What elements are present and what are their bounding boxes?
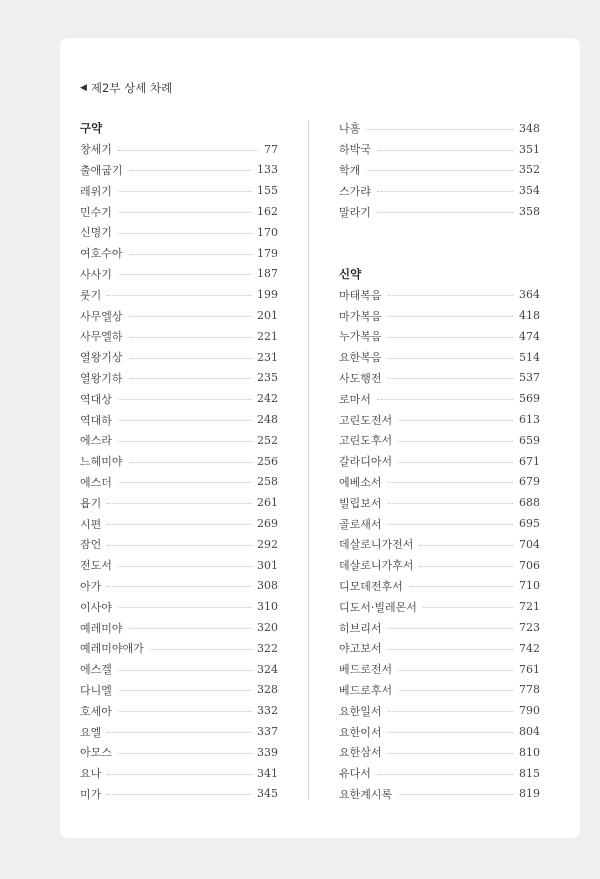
toc-entry-page: 742 [519, 641, 540, 655]
toc-entry-page: 790 [519, 704, 540, 718]
toc-entry-title: 누가복음 [339, 330, 382, 344]
toc-entry-page: 201 [257, 309, 278, 323]
toc-entry[interactable] [80, 472, 278, 493]
toc-entry-page: 659 [519, 433, 540, 447]
right-column [339, 118, 540, 804]
dot-leader [398, 462, 513, 463]
toc-entry[interactable] [339, 368, 540, 389]
dot-leader [129, 358, 251, 359]
toc-entry-page: 695 [519, 517, 540, 531]
toc-entry[interactable] [339, 784, 540, 805]
toc-entry[interactable] [339, 451, 540, 472]
old-testament-column [80, 118, 278, 804]
toc-entry-page: 339 [257, 745, 278, 759]
toc-entry-title: 말라기 [339, 205, 371, 219]
toc-entry[interactable] [339, 555, 540, 576]
toc-entry[interactable] [80, 284, 278, 305]
toc-entry-page: 613 [519, 413, 540, 427]
toc-entry[interactable] [339, 326, 540, 347]
toc-entry-title: 레위기 [80, 184, 112, 198]
triangle-left-icon: ◀ [80, 83, 87, 93]
toc-header-title: 제2부 상세 차례 [90, 81, 173, 95]
toc-entry[interactable] [80, 160, 278, 181]
dot-leader [398, 420, 513, 421]
old-testament-continued-list [339, 118, 540, 222]
dot-leader [118, 482, 251, 483]
toc-entry-title: 역대상 [80, 392, 112, 406]
toc-entry-title: 디모데전후서 [339, 579, 403, 593]
toc-entry-page: 721 [519, 600, 540, 614]
toc-entry-title: 스가랴 [339, 184, 371, 198]
toc-entry[interactable] [339, 763, 540, 784]
dot-leader [409, 586, 513, 587]
toc-entry[interactable] [80, 409, 278, 430]
toc-entry[interactable] [339, 388, 540, 409]
toc-entry-page: 258 [257, 475, 278, 489]
toc-entry-title: 갈라디아서 [339, 455, 393, 469]
new-testament-list [339, 284, 540, 804]
toc-entry-title: 룻기 [80, 288, 102, 302]
toc-entry-title: 데살로니가전서 [339, 538, 414, 552]
toc-header [80, 80, 172, 96]
toc-entry[interactable] [80, 305, 278, 326]
toc-entry[interactable] [80, 139, 278, 160]
dot-leader [107, 503, 251, 504]
toc-entry[interactable] [80, 451, 278, 472]
column-divider [308, 120, 309, 800]
dot-leader [118, 753, 251, 754]
toc-entry-title: 요나 [80, 767, 102, 781]
toc-entry[interactable] [80, 534, 278, 555]
dot-leader [118, 150, 258, 151]
dot-leader [388, 503, 513, 504]
dot-leader [398, 670, 513, 671]
toc-entry[interactable] [339, 638, 540, 659]
dot-leader [419, 545, 513, 546]
toc-entry-page: 199 [257, 288, 278, 302]
toc-entry-title: 나훔 [339, 122, 361, 136]
toc-entry-page: 324 [257, 662, 278, 676]
toc-entry-title: 히브리서 [339, 621, 382, 635]
toc-entry-title: 요엘 [80, 725, 102, 739]
toc-entry-page: 358 [519, 205, 540, 219]
toc-entry-title: 사무엘하 [80, 330, 123, 344]
toc-entry[interactable] [339, 659, 540, 680]
toc-entry-title: 요한일서 [339, 704, 382, 718]
dot-leader [388, 711, 513, 712]
toc-entry[interactable] [80, 201, 278, 222]
toc-entry[interactable] [80, 347, 278, 368]
dot-leader [366, 170, 513, 171]
toc-entry-title: 골로새서 [339, 517, 382, 531]
dot-leader [129, 337, 251, 338]
toc-entry[interactable] [80, 222, 278, 243]
toc-entry-title: 전도서 [80, 559, 112, 573]
toc-entry-page: 187 [257, 267, 278, 281]
toc-entry-page: 710 [519, 579, 540, 593]
toc-entry-page: 301 [257, 558, 278, 572]
toc-entry-title: 예레미야애가 [80, 642, 144, 656]
toc-entry-title: 요한이서 [339, 725, 382, 739]
dot-leader [388, 378, 513, 379]
dot-leader [377, 150, 513, 151]
dot-leader [107, 295, 251, 296]
toc-entry[interactable] [339, 160, 540, 181]
toc-entry-title: 고린도전서 [339, 413, 393, 427]
toc-entry-page: 231 [257, 350, 278, 364]
dot-leader [118, 566, 251, 567]
toc-entry-page: 364 [519, 288, 540, 302]
old-testament-title: 구약 [80, 121, 103, 135]
toc-entry[interactable] [80, 326, 278, 347]
toc-entry-page: 337 [257, 725, 278, 738]
toc-entry-page: 704 [519, 537, 540, 551]
toc-entry-title: 사무엘상 [80, 309, 123, 323]
toc-entry-page: 242 [257, 392, 278, 406]
dot-leader [388, 358, 513, 359]
toc-entry-page: 474 [519, 329, 540, 343]
dot-leader [377, 774, 513, 775]
dot-leader [107, 794, 251, 795]
toc-entry-title: 예레미야 [80, 621, 123, 635]
toc-entry-title: 요한계시록 [339, 787, 393, 801]
toc-entry-page: 351 [519, 142, 540, 156]
toc-entry[interactable] [80, 659, 278, 680]
dot-leader [129, 254, 251, 255]
toc-entry-page: 235 [257, 371, 278, 385]
dot-leader [423, 607, 513, 608]
toc-entry-title: 미가 [80, 787, 102, 801]
dot-leader [366, 129, 513, 130]
toc-entry[interactable] [80, 243, 278, 264]
toc-entry[interactable] [80, 368, 278, 389]
toc-entry-title: 열왕기상 [80, 351, 123, 365]
toc-entry[interactable] [339, 180, 540, 201]
dot-leader [107, 774, 251, 775]
toc-entry-page: 261 [257, 496, 278, 510]
dot-leader [388, 628, 513, 629]
dot-leader [388, 753, 513, 754]
toc-entry-title: 마가복음 [339, 309, 382, 323]
toc-entry[interactable] [339, 721, 540, 742]
toc-entry-title: 야고보서 [339, 642, 382, 656]
toc-entry-page: 170 [257, 225, 278, 239]
dot-leader [107, 586, 251, 587]
toc-entry-page: 778 [519, 683, 540, 697]
toc-entry[interactable] [80, 492, 278, 513]
toc-entry-title: 에베소서 [339, 475, 382, 489]
dot-leader [118, 274, 251, 275]
toc-entry-page: 322 [257, 641, 278, 655]
toc-entry-page: 761 [519, 662, 540, 676]
toc-entry[interactable] [339, 201, 540, 222]
toc-entry-title: 신명기 [80, 226, 112, 240]
toc-entry-title: 여호수아 [80, 247, 123, 261]
toc-entry-page: 418 [519, 309, 540, 323]
toc-entry[interactable] [80, 700, 278, 721]
toc-entry[interactable] [80, 742, 278, 763]
toc-entry-page: 310 [257, 600, 278, 614]
dot-leader [118, 607, 251, 608]
toc-entry-page: 810 [519, 745, 540, 759]
toc-entry-page: 723 [519, 621, 540, 635]
toc-entry-title: 역대하 [80, 413, 112, 427]
toc-entry-page: 248 [257, 413, 278, 427]
toc-entry[interactable] [339, 617, 540, 638]
toc-entry-title: 학개 [339, 163, 361, 177]
dot-leader [150, 649, 251, 650]
toc-entry-title: 잠언 [80, 538, 102, 552]
dot-leader [398, 794, 513, 795]
toc-entry[interactable] [80, 638, 278, 659]
dot-leader [118, 670, 251, 671]
dot-leader [118, 441, 251, 442]
toc-entry-title: 요한삼서 [339, 746, 382, 760]
toc-entry[interactable] [339, 118, 540, 139]
toc-entry-title: 베드로전서 [339, 663, 393, 677]
toc-entry-title: 출애굽기 [80, 163, 123, 177]
toc-entry[interactable] [80, 763, 278, 784]
dot-leader [107, 732, 251, 733]
dot-leader [388, 316, 513, 317]
toc-entry-page: 804 [519, 725, 540, 738]
toc-entry-page: 706 [519, 558, 540, 572]
dot-leader [388, 649, 513, 650]
dot-leader [398, 690, 513, 691]
dot-leader [118, 420, 251, 421]
toc-entry[interactable] [339, 680, 540, 701]
toc-entry[interactable] [339, 576, 540, 597]
toc-entry-title: 욥기 [80, 496, 102, 510]
toc-entry[interactable] [80, 430, 278, 451]
toc-entry-page: 256 [257, 454, 278, 468]
dot-leader [118, 399, 251, 400]
dot-leader [129, 170, 251, 171]
toc-entry-title: 사사기 [80, 267, 112, 281]
toc-entry-page: 514 [519, 350, 540, 364]
dot-leader [118, 711, 251, 712]
dot-leader [388, 482, 513, 483]
toc-entry-title: 민수기 [80, 205, 112, 219]
toc-entry[interactable] [339, 534, 540, 555]
toc-entry-page: 341 [257, 766, 278, 780]
toc-entry-page: 179 [257, 246, 278, 260]
toc-entry[interactable] [80, 264, 278, 285]
toc-entry-page: 77 [264, 142, 278, 156]
toc-entry-title: 이사야 [80, 600, 112, 614]
toc-entry-title: 아모스 [80, 746, 112, 760]
dot-leader [129, 316, 251, 317]
toc-entry-title: 에스겔 [80, 663, 112, 677]
toc-entry-page: 133 [257, 163, 278, 177]
toc-entry-page: 292 [257, 537, 278, 551]
section-spacer [339, 222, 540, 264]
toc-entry-title: 다니엘 [80, 683, 112, 697]
toc-entry-title: 요한복음 [339, 351, 382, 365]
dot-leader [419, 566, 513, 567]
toc-entry[interactable] [80, 617, 278, 638]
toc-entry-title: 베드로후서 [339, 683, 393, 697]
toc-entry-page: 815 [519, 766, 540, 780]
toc-entry-page: 345 [257, 787, 278, 801]
toc-entry-page: 348 [519, 121, 540, 135]
toc-entry-title: 마태복음 [339, 288, 382, 302]
toc-entry-page: 332 [257, 704, 278, 718]
toc-entry-page: 688 [519, 496, 540, 510]
toc-entry-page: 819 [519, 787, 540, 801]
toc-entry-title: 사도행전 [339, 371, 382, 385]
toc-entry-page: 269 [257, 517, 278, 531]
toc-entry[interactable] [80, 576, 278, 597]
toc-entry-title: 고린도후서 [339, 434, 393, 448]
dot-leader [107, 545, 251, 546]
toc-entry-title: 느헤미야 [80, 455, 123, 469]
toc-entry-page: 308 [257, 579, 278, 593]
toc-entry[interactable] [339, 596, 540, 617]
new-testament-title: 신약 [339, 266, 362, 281]
dot-leader [388, 337, 513, 338]
toc-entry[interactable] [339, 305, 540, 326]
old-testament-list [80, 139, 278, 805]
toc-entry[interactable] [339, 513, 540, 534]
toc-entry[interactable] [339, 742, 540, 763]
toc-entry[interactable] [80, 680, 278, 701]
toc-entry-title: 로마서 [339, 392, 371, 406]
toc-entry[interactable] [80, 555, 278, 576]
dot-leader [388, 732, 513, 733]
toc-entry[interactable] [339, 139, 540, 160]
toc-entry-page: 671 [519, 454, 540, 468]
toc-entry-page: 352 [519, 163, 540, 177]
dot-leader [129, 628, 251, 629]
toc-entry-title: 빌립보서 [339, 496, 382, 510]
dot-leader [118, 690, 251, 691]
dot-leader [398, 441, 513, 442]
toc-entry-title: 데살로니가후서 [339, 559, 414, 573]
dot-leader [118, 212, 251, 213]
toc-entry-title: 열왕기하 [80, 371, 123, 385]
dot-leader [377, 399, 513, 400]
toc-entry-title: 에스더 [80, 475, 112, 489]
toc-entry[interactable] [80, 180, 278, 201]
toc-entry[interactable] [80, 784, 278, 805]
toc-entry[interactable] [339, 430, 540, 451]
toc-entry[interactable] [339, 472, 540, 493]
toc-entry[interactable] [339, 409, 540, 430]
toc-entry-page: 328 [257, 683, 278, 697]
toc-entry-page: 354 [519, 184, 540, 198]
toc-entry[interactable] [80, 721, 278, 742]
toc-entry[interactable] [339, 284, 540, 305]
dot-leader [377, 191, 513, 192]
dot-leader [118, 191, 251, 192]
dot-leader [107, 524, 251, 525]
dot-leader [118, 233, 251, 234]
toc-entry[interactable] [339, 347, 540, 368]
toc-entry-title: 하박국 [339, 143, 371, 157]
toc-entry-page: 569 [519, 392, 540, 406]
toc-entry[interactable] [339, 700, 540, 721]
toc-entry-page: 155 [257, 184, 278, 198]
dot-leader [129, 378, 251, 379]
toc-entry[interactable] [80, 596, 278, 617]
toc-entry-page: 252 [257, 433, 278, 447]
toc-entry-title: 유다서 [339, 767, 371, 781]
toc-entry[interactable] [339, 492, 540, 513]
toc-entry-title: 디도서·빌레몬서 [339, 600, 417, 614]
toc-entry-page: 679 [519, 475, 540, 489]
toc-entry-page: 221 [257, 329, 278, 343]
toc-entry[interactable] [80, 513, 278, 534]
toc-entry-title: 호세아 [80, 704, 112, 718]
toc-entry-title: 아가 [80, 579, 102, 593]
dot-leader [129, 462, 251, 463]
toc-entry-title: 에스라 [80, 434, 112, 448]
toc-entry-title: 창세기 [80, 143, 112, 157]
toc-entry-title: 시편 [80, 517, 102, 531]
dot-leader [388, 295, 513, 296]
dot-leader [388, 524, 513, 525]
toc-entry-page: 162 [257, 205, 278, 219]
dot-leader [377, 212, 513, 213]
toc-entry-page: 537 [519, 371, 540, 385]
toc-entry[interactable] [80, 388, 278, 409]
toc-entry-page: 320 [257, 621, 278, 635]
